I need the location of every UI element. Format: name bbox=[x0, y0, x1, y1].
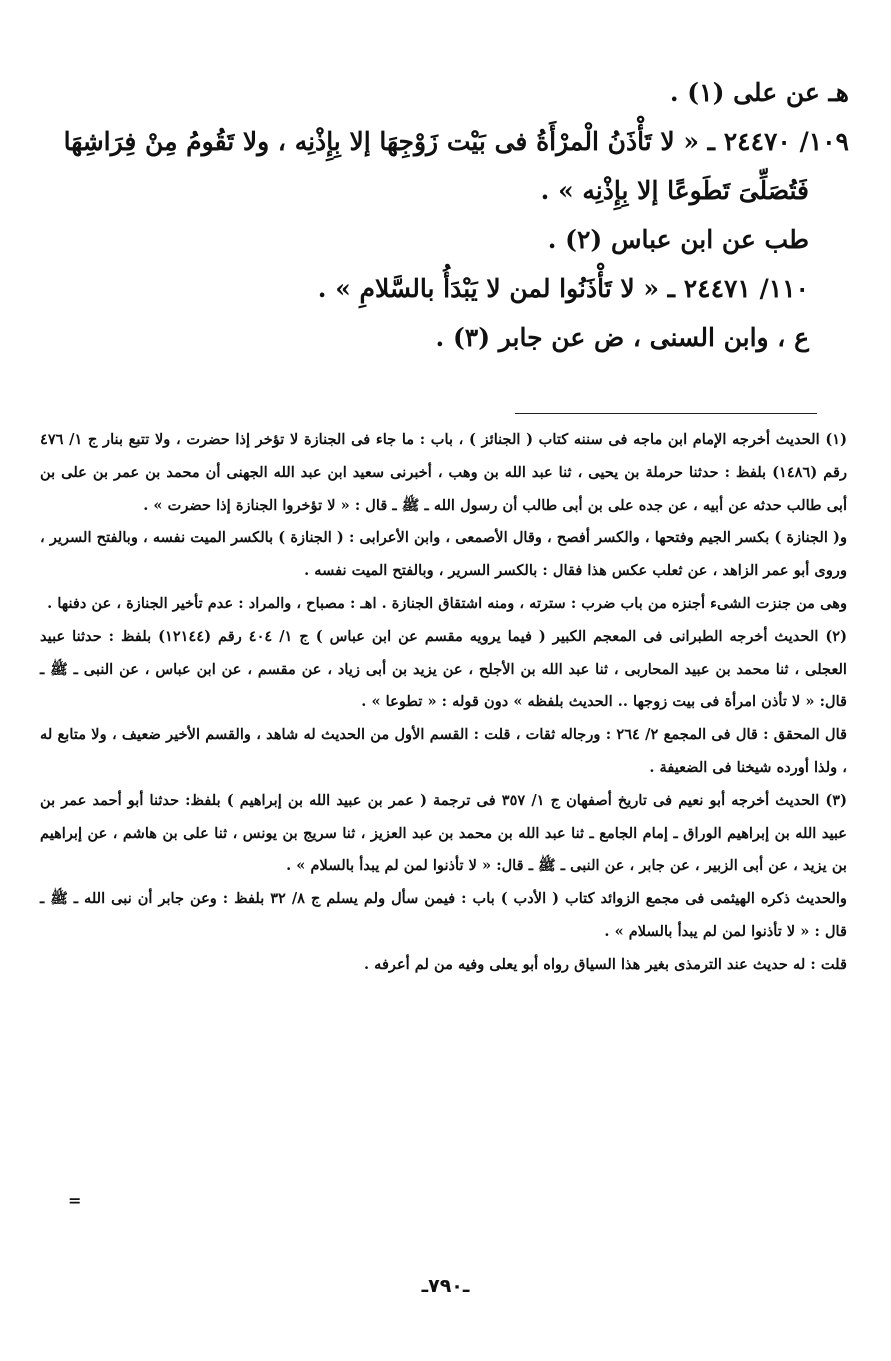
footnote-2: (٢) الحديث أخرجه الطبرانى فى المعجم الكبير ( فيما يرويه مقسم عن ابن عباس ) ج ١/ ٤٠٤ رقم (١٢١٤٤) بلفظ : حدثنا عبيد العجلى ، ثنا محمد بن عبيد المحاربى ، ثنا عبد الله بن الأجلح ، عن يزيد بن أبى زياد ، عن مقسم ، عن ابن عباس ، عن النبى ـ ﷺ ـ قال: « لا تأذن امرأة فى بيت زوجها .. الحديث بلفظه » دون قوله : « تطوعا » . bbox=[40, 627, 847, 711]
footnotes bbox=[40, 424, 847, 982]
continuation-mark: = bbox=[68, 1191, 82, 1210]
footnote-1-continuation: وهى من جنزت الشىء أجنزه من باب ضرب : سترته ، ومنه اشتقاق الجنازة . اهـ : مصباح ، والمراد : عدم تأخير الجنازة ، عن دفنها . bbox=[47, 594, 847, 612]
hadith-24470-source: طب عن ابن عباس (٢) . bbox=[547, 225, 809, 254]
page-number: ـ٧٩٠ـ bbox=[421, 1275, 470, 1297]
footnote-1-continuation: و( الجنازة ) بكسر الجيم وفتحها ، والكسر أفصح ، وقال الأصمعى ، وابن الأعرابى : ( الجنازة ) بالكسر الميت نفسه ، وبالفتح السرير ، وروى أبو عمر الزاهد ، عن ثعلب عكس هذا فقال : بالكسر السرير ، وبالفتح الميت نفسه . bbox=[40, 529, 847, 580]
hadith-24470-line-2: فَتُصَلِّىَ تَطَوعًا إلا بِإِذْنِه » . bbox=[540, 176, 809, 205]
footnote-1: (١) الحديث أخرجه الإمام ابن ماجه فى سننه كتاب ( الجنائز ) ، باب : ما جاء فى الجنازة لا تؤخر إذا حضرت ، ولا تتبع بنار ج ١/ ٤٧٦ رقم (١٤٨٦) بلفظ : حدثنا حرملة بن يحيى ، ثنا عبد الله بن وهب ، أخبرنى سعيد ابن عبد الله الجهنى أن محمد بن عمر بن على بن أبى طالب حدثه عن أبيه ، عن جده على بن أبى طالب أن رسول الله ـ ﷺ ـ قال : « لا تؤخروا الجنازة إذا حضرت » . bbox=[40, 431, 847, 514]
hadith-24471-text: ١١٠/ ٢٤٤٧١ ـ « لا تَأْذَنُوا لمن لا يَبْدَأُ بالسَّلامِ » . bbox=[317, 274, 809, 303]
hadith-24471-source: ع ، وابن السنى ، ض عن جابر (٣) . bbox=[435, 323, 809, 352]
hadith-24470-line-1: ١٠٩/ ٢٤٤٧٠ ـ « لا تَأْذَنُ الْمرْأَةُ فى بَيْت زَوْجِهَا إلا بِإِذْنِه ، ولا تَقُومُ مِنْ فِرَاشِهَا bbox=[63, 127, 849, 156]
footnote-separator bbox=[515, 413, 817, 414]
main-text bbox=[40, 68, 849, 362]
footnote-3-continuation: والحديث ذكره الهيثمى فى مجمع الزوائد كتاب ( الأدب ) باب : فيمن سأل ولم يسلم ج ٨/ ٣٢ بلفظ : وعن جابر أن نبى الله ـ ﷺ ـ قال : « لا تأذنوا لمن لم يبدأ بالسلام » . bbox=[40, 890, 847, 940]
footnote-3-continuation: قلت : له حديث عند الترمذى بغير هذا السياق رواه أبو يعلى وفيه من لم أعرفه . bbox=[363, 955, 847, 973]
main-line: هـ عن على (١) . bbox=[669, 78, 849, 107]
footnote-2-continuation: قال المحقق : قال فى المجمع ٢/ ٢٦٤ : ورجاله ثقات ، قلت : القسم الأول من الحديث له شاهد ، والقسم الأخير ضعيف ، ولا متابع له ، ولذا أورده شيخنا فى الضعيفة . bbox=[40, 726, 848, 776]
footnote-3: (٣) الحديث أخرجه أبو نعيم فى تاريخ أصفهان ج ١/ ٣٥٧ فى ترجمة ( عمر بن عبيد الله بن إبراهيم ) بلفظ: حدثنا أبو أحمد عمر بن عبيد الله بن إبراهيم الوراق ـ إمام الجامع ـ ثنا عبد الله بن محمد بن عبد العزيز ، ثنا سريج بن يونس ، ثنا على بن هاشم ، عن إبراهيم بن يزيد ، عن أبى الزبير ، عن جابر ، عن النبى ـ ﷺ ـ قال: « لا تأذنوا لمن لم يبدأ بالسلام » . bbox=[40, 791, 847, 875]
